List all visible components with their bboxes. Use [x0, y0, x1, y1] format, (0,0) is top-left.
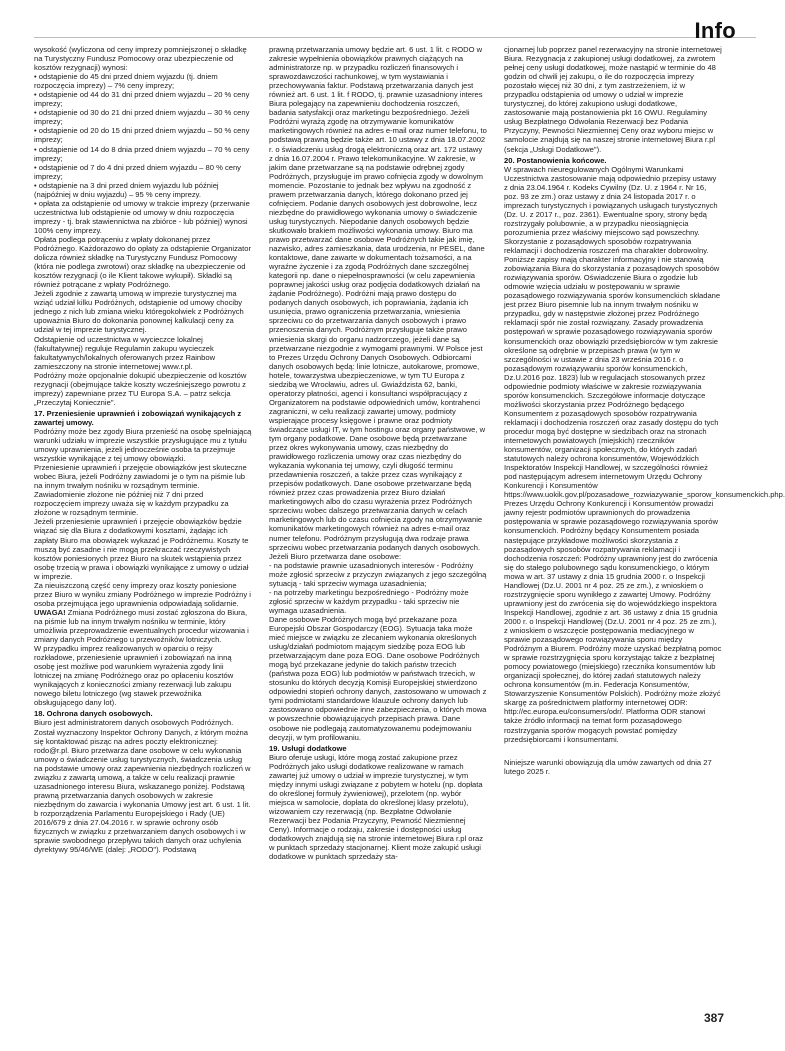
paragraph: Podróżny może opcjonalnie dokupić ubezpieczenie od kosztów rezygnacji (obejmujące także koszty wcześniejszego powrotu z imprezy) zapewniane przez TU Europa S.A. – patrz sekcja „Przeczytaj Koniecznie". [34, 370, 247, 407]
header-rule [34, 37, 756, 38]
paragraph: • odstąpienie od 20 do 15 dni przed dniem wyjazdu – 50 % ceny imprezy; [34, 126, 250, 145]
paragraph: • odstąpienie na 3 dni przed dniem wyjazdu lub później (najpóźniej w dniu wyjazdu) – 95 % ceny imprezy. [34, 180, 219, 199]
paragraph: prawną przetwarzania umowy będzie art. 6 ust. 1 lit. c RODO w zakresie wypełnienia obowiązków prawnych ciążących na administratorze np. w przypadku rozliczeń finansowych i sprawozdawczości rachunkowej, w tym wystawiania i przechowywania faktur. Podstawą przetwarzania danych jest również art. 6 ust. 1 lit. f RODO, tj. prawnie uzasadniony interes Biura polegający na zapewnieniu dochodzenia roszczeń, badania satysfakcji oraz marketingu bezpośredniego. Jeżeli Podróżni wyrażą zgodę na otrzymywanie komunikatów marketingowych również na adres e-mail oraz numer telefonu, to podstawą prawną będzie także art. 10 ustawy z dnia 18.07.2002 r. o świadczeniu usług drogą elektroniczną oraz art. 172 ustawy z dnia 16.07.2004 r. Prawo telekomunikacyjne. W zakresie, w jakim dane przetwarzane są na podstawie odrębnej zgody Podróżnych, przysługuje im prawo cofnięcia zgody w dowolnym momencie. Pozostanie to jednak bez wpływu na zgodność z prawem przetwarzania danych, którego dokonano przed jej cofnięciem. Podanie danych osobowych jest dobrowolne, lecz niezbędne do prawidłowego wykonania umowy o świadczenie usług turystycznych. Niepodanie danych osobowych będzie skutkowało brakiem możliwości wykonania umowy. Biuro ma prawo przetwarzać dane osobowe Podróżnych takie jak imię, nazwisko, adres zamieszkania, data urodzenia, nr PESEL, dane kontaktowe, dane zawarte w dokumentach tożsamości, a na wyraźne życzenie i za zgodą Podróżnych dane szczególnej kategorii np. dane o niepełnosprawności (w celu zapewnienia poprawnej jakości usług oraz podjęcia dodatkowych działań na żądanie Podróżnego). Podróżni mają prawo dostępu do podanych danych osobowych, ich poprawiania, żądania ich usunięcia, prawo ograniczenia przetwarzania, wniesienia sprzeciwu co do przetwarzania danych osobowych i prawo przenoszenia danych. Podróżnym przysługuje także prawo wniesienia skargi do organu nadzorczego, jeżeli dane są przetwarzane niezgodnie z wymogami prawnymi. W Polsce jest to Prezes Urzędu Ochrony Danych Osobowych. Odbiorcami danych osobowych będą: linie lotnicze, autokarowe, promowe, hotele, towarzystwa ubezpieczeniowe, w tym TU Europa z siedzibą we Wrocławiu, adres ul. Gwiaździsta 62, banki, operatorzy płatności, agenci i konsultanci współpracujący z Organizatorem na podstawie odpowiednich umów, kontrahenci zagraniczni, w celu realizacji zawartej umowy, podmioty wspierające procesy księgowe i prawne oraz podmioty świadczące usługi IT, w tym hostingu oraz organy państwowe, w tym organy podatkowe. Dane osobowe będą przetwarzane przez okres wykonywania umowy, czas niezbędny do prawidłowego rozliczenia umowy oraz czas niezbędny do wykazania wykonania tej umowy, czyli długość terminu przedawnienia roszczeń, a także przez czas wynikający z przepisów podatkowych. Dane osobowe przetwarzane będą również przez czas prowadzenia przez Biuro działań marketingowych albo do czasu wyrażenia przez Podróżnych sprzeciwu wobec dalszego przetwarzania danych w celach marketingowych lub do czasu cofnięcia zgody na otrzymywanie komunikatów marketingowych również na adres e-mail oraz numer telefonu. Podróżnym przysługują dwa rodzaje prawa sprzeciwu wobec przetwarzania podanych danych osobowych. Jeżeli Biuro przetwarza dane osobowe: [269, 45, 487, 561]
section-heading: 17. Przeniesienie uprawnień i zobowiązań wynikających z zawartej umowy. [34, 408, 242, 427]
paragraph: W sprawach nieuregulowanych Ogólnymi Warunkami Uczestnictwa zastosowanie mają odpowiednio przepisy ustawy z dnia 23.04.1964 r. Kodeks Cywilny (Dz. U. z 1964 r. Nr 16, poz. 93 ze zm.) oraz ustawy z dnia 24 listopada 2017 r. o imprezach turystycznych i powiązanych usługach turystycznych (Dz. U. z 2017 r., poz. 2361). Ewentualne spory, strony będą rozstrzygały polubownie, a w przypadku nieosiągnięcia porozumienia przez właściwy miejscowo sąd powszechny. Skorzystanie z pozasądowych sposobów rozpatrywania reklamacji i dochodzenia roszczeń ma charakter dobrowolny. Poniższe zapisy mają charakter informacyjny i nie stanowią zobowiązania Biura do skorzystania z pozasądowych sposobów rozwiązywania sporów. Oświadczenie Biura o zgodzie lub odmowie wzięcia udziału w postępowaniu w sprawie pozasądowego rozwiązywania sporów konsumenckich składane jest przez Biuro pisemnie lub na innym trwałym nośniku w przypadku, gdy w następstwie złożonej przez Podróżnego reklamacji spór nie został rozwiązany. Zasady prowadzenia postępowań w sprawie pozasądowego rozwiązywania sporów konsumenckich oraz obowiązki przedsiębiorców w tym zakresie określone są odrębnie w przepisach prawa (w tym w szczególności w ustawie z dnia 23 września 2016 r. o pozasądowym rozwiązywaniu sporów konsumenckich, Dz.U.2016 poz. 1823) lub w regulacjach stosowanych przez odpowiednie podmioty właściwe w zakresie rozwiązywania sporów konsumenckich. Szczegółowe informacje dotyczące możliwości skorzystania przez Podróżnego będącego Konsumentem z pozasądowych sposobów rozpatrywania reklamacji i dochodzenia roszczeń oraz zasady dostępu do tych procedur mogą być dostępne w siedzibach oraz na stronach internetowych powiatowych (miejskich) rzeczników konsumentów, organizacji społecznych, do których zadań statutowych należy ochrona konsumentów, Wojewódzkich Inspektoratów Inspekcji Handlowej, w szczególności również pod następującym adresem internetowym Urzędu Ochrony Konkurencji i Konsumentów https://www.uokik.gov.pl/pozasadowe_rozwiazywanie_sporow_konsumenckich.php. Prezes Urzędu Ochrony Konkurencji i Konsumentów prowadzi jawny rejestr podmiotów uprawnionych do prowadzenia postępowania w sprawie pozasądowego rozwiązywania sporów konsumenckich. Podróżny będący Konsumentem posiada następujące przykładowe możliwości skorzystania z pozasądowych sposobów rozpatrywania reklamacji i dochodzenia roszczeń: Podróżny uprawniony jest do zwrócenia się do stałego polubownego sądu konsumenckiego, o którym mowa w art. 37 ustawy z dnia 15 grudnia 2000 r. o Inspekcji Handlowej (Dz.U. 2001 nr 4 poz. 25 ze zm.), z wnioskiem o rozstrzygnięcie sporu wynikłego z zawartej Umowy. Podróżny uprawniony jest do zwrócenia się do wojewódzkiego inspektora Inspekcji Handlowej, zgodnie z art. 36 ustawy z dnia 15 grudnia 2000 r. o Inspekcji Handlowej (Dz.U. 2001 nr 4 poz. 25 ze zm.), z wnioskiem o wszczęcie postępowania mediacyjnego w sprawie pozasądowego rozwiązywania sporu między Podróżnym a Biurem. Podróżny może uzyskać bezpłatną pomoc w sprawie rozstrzygnięcia sporu korzystając także z bezpłatnej pomocy powiatowego (miejskiego) rzecznika konsumentów lub organizacji społecznej, do której zadań statutowych należy ochrona konsumentów (m.in. Federacja Konsumentów, Stowarzyszenie Konsumentów Polskich). Podróżny może złożyć skargę za pośrednictwem platformy internetowej ODR: http://ec.europa.eu/consumers/odr/. Platforma ODR stanowi także źródło informacji na temat form pozasądowego rozstrzygania sporów mogących powstać pomiędzy przedsiębiorcami i konsumentami. [504, 164, 785, 744]
text-column-1 [34, 45, 252, 1020]
warning-label: UWAGA! [34, 607, 66, 617]
text-column-3 [504, 45, 785, 1020]
paragraph: • odstąpienie od 44 do 31 dni przed dniem wyjazdu – 20 % ceny imprezy; [34, 90, 250, 109]
paragraph: Jeżeli zgodnie z zawartą umową w imprezie turystycznej ma wziąć udział kilku Podróżnych, odstąpienie od umowy chociby jednego z nich lub zmiana wieku któregokolwiek z Podróżnych upoważnia Biuro do dokonania ponownej kalkulacji ceny za udział w tej imprezie turystycznej. [34, 289, 244, 335]
text-column-2 [269, 45, 487, 1020]
paragraph: Podróżny może bez zgody Biura przenieść na osobę spełniającą warunki udziału w imprezie wszystkie przysługujące mu z tytułu umowy uprawnienia, jeżeli jednocześnie osoba ta przejmuje wszystkie wynikające z tej umowy obowiązki. [34, 426, 252, 464]
document-body [34, 45, 785, 1020]
section-heading: 18. Ochrona danych osobowych. [34, 709, 153, 719]
paragraph: W przypadku imprez realizowanych w oparciu o rejsy rozkładowe, przeniesienie uprawnień i zobowiązań na inną osobę jest możliwe pod warunkiem wyrażenia zgody linii lotniczej na zmianę Podróżnego oraz po opłaceniu kosztów wynikających z konieczności zmiany rezerwacji lub zakupu nowego biletu lotniczego (wg stawek przewoźnika obsługującego dany lot). [34, 644, 234, 708]
paragraph: • opłata za odstąpienie od umowy w trakcie imprezy (przerwanie uczestnictwa lub odstąpienie od umowy w dniu rozpoczęcia imprezy - tj. brak stawiennictwa na zbiórce - lub później) wynosi 100% ceny imprezy. [34, 198, 250, 235]
paragraph: • odstąpienie do 45 dni przed dniem wyjazdu (tj. dniem rozpoczęcia imprezy) – 7% ceny imprezy; [34, 72, 218, 91]
paragraph: Opłata podlega potrąceniu z wpłaty dokonanej przez Podróżnego. Każdorazowo do opłaty za odstąpienie Organizator dolicza również składkę na Turystyczny Fundusz Pomocowy (która nie podlega zwrotowi) oraz składkę na ubezpieczenie od kosztów rezygnacji (o ile Klient takowe wykupił). Składki są również potrącane z wpłaty Podróżnego. [34, 234, 251, 290]
paragraph: • odstąpienie od 30 do 21 dni przed dniem wyjazdu – 30 % ceny imprezy; [34, 108, 250, 127]
paragraph: Biuro oferuje usługi, które mogą zostać zakupione przez Podróżnych jako usługi dodatkowe realizowane w ramach zawartej już umowy o udział w imprezie turystycznej, w tym między innymi usługi związane z pobytem w hotelu (np. dopłata do określonej formuły żywieniowej), przelotem (np. wybór miejsca w samolocie, dopłata do określonej klasy przelotu), wizowaniem czy rezerwacją (np. Bezpłatne Odwołanie Rezerwacji bez Podania Przyczyny, Pewność Niezmiennej Ceny). Informacje o rodzaju, zakresie i dostępności usług dodatkowych znajdują się na stronie internetowej Biura r.pl oraz w punktach sprzedaży stacjonarnej. Klient może zakupić usługi dodatkowe w punktach sprzedaży sta- [269, 752, 484, 862]
paragraph: • odstąpienie od 14 do 8 dnia przed dniem wyjazdu – 70 % ceny imprezy; [34, 144, 250, 163]
paragraph: Dane osobowe Podróżnych mogą być przekazane poza Europejski Obszar Gospodarczy (EOG). Sytuacja taka może mieć miejsce w związku ze zlecaniem wykonania określonych usług/działań podmiotom mającym siedzibę poza EOG lub przetwarzającym dane poza EOG. Dane osobowe Podróżnych mogą być przekazane jedynie do takich państw trzecich (państwa poza EOG) lub podmiotów w państwach trzecich, w stosunku do których decyzją Komisji Europejskiej stwierdzono odpowiedni stopień ochrony danych, zastosowano w umowach z tymi podmiotami standardowe klauzule ochrony danych lub zastosowano odpowiednie inne zabezpieczenia, o których mowa w powszechnie obowiązujących przepisach prawa. Dane osobowe nie podlegają zautomatyzowanemu podejmowaniu decyzji, w tym profilowaniu. [269, 614, 487, 742]
paragraph: Przeniesienie uprawnień i przejęcie obowiązków jest skuteczne wobec Biura, jeżeli Podróżny zawiadomi je o tym na piśmie lub na innym trwałym nośniku w rozsądnym terminie. Zawiadomienie złożone nie później niż 7 dni przed rozpoczęciem imprezy uważa się w każdym przypadku za złożone w rozsądnym terminie. [34, 463, 247, 518]
section-heading: 19. Usługi dodatkowe [269, 743, 347, 753]
paragraph: Odstąpienie od uczestnictwa w wycieczce lokalnej (fakultatywnej) reguluje Regulamin zakupu wycieczek fakultatywnych/lokalnych oferowanych przez Rainbow zamieszczony na stronie internetowej www.r.pl. [34, 334, 216, 371]
section-heading: 20. Postanowienia końcowe. [504, 155, 607, 165]
paragraph: • odstąpienie od 7 do 4 dni przed dniem wyjazdu – 80 % ceny imprezy; [34, 162, 241, 181]
paragraph: UWAGA! Zmiana Podróżnego musi zostać zgłoszona do Biura, na piśmie lub na innym trwałym nośniku w terminie, który umożliwia przeprowadzenie ewentualnych procedur wizowania i zmiany danych Podróżnego u przewoźników lotniczych. [34, 607, 249, 645]
paragraph: Za nieuiszczoną część ceny imprezy oraz koszty poniesione przez Biuro w wyniku zmiany Podróżnego w imprezie Podróżny i osoba przejmująca jego uprawnienia odpowiadają solidarnie. [34, 580, 251, 608]
paragraph: - na potrzeby marketingu bezpośredniego - Podróżny może zgłosić sprzeciw w każdym przypadku - taki sprzeciw nie wymaga uzasadnienia. [269, 587, 469, 615]
paragraph: Jeżeli przeniesienie uprawnień i przejęcie obowiązków będzie wiązać się dla Biura z dodatkowymi kosztami, żądając ich zapłaty Biuro ma obowiązek wykazać je Podróżnemu. Koszty te muszą być zasadne i nie mogą przekraczać rzeczywistych kosztów poniesionych przez Biuro na skutek wstąpienia przez osobę trzecią w prawa i obowiązki wynikające z umowy o udział w imprezie. [34, 517, 249, 581]
paragraph: cjonarnej lub poprzez panel rezerwacyjny na stronie internetowej Biura. Rezygnacja z zakupionej usługi dodatkowej, za zwrotem pełnej ceny usługi dodatkowej, może nastąpić w terminie do 48 godzin od chwili jej zakupu, o ile do rozpoczęcia imprezy pozostało więcej niż 30 dni, z tym zastrzeżeniem, iż w przypadku odstąpienia od umowy o udział w imprezie turystycznej, do której zakupiono usługi dodatkowe, zastosowanie mają postanowienia pkt 16 OWU. Regulaminy usług Bezpłatnego Odwołania Rezerwacji bez Podania Przyczyny, Pewności Niezmiennej Ceny oraz wyboru miejsc w samolocie znajdują się na naszej stronie internetowej Biura r.pl (sekcja „Usługi Dodatkowe"). [504, 45, 722, 154]
paragraph: wysokość (wyliczona od ceny imprezy pomniejszonej o składkę na Turystyczny Fundusz Pomocowy oraz ubezpieczenie od kosztów rezygnacji) wynosi: [34, 45, 247, 73]
paragraph: - na podstawie prawnie uzasadnionych interesów - Podróżny może zgłosić sprzeciw z przyczyn związanych z jego szczególną sytuacją - taki sprzeciw wymaga uzasadnienia; [269, 560, 487, 588]
paragraph: Niniejsze warunki obowiązują dla umów zawartych od dnia 27 lutego 2025 r. [504, 757, 712, 776]
page-number: 387 [703, 1011, 724, 1025]
paragraph: Biuro jest administratorem danych osobowych Podróżnych. Został wyznaczony Inspektor Ochrony Danych, z którym można się kontaktować pisząc na adres poczty elektronicznej: rodo@r.pl. Biuro przetwarza dane osobowe w celu wykonania umowy o świadczenie usług turystycznych, świadczenia usług na podstawie umowy oraz zapewnienia niezbędnych rozliczeń w związku z zawartą umową, a także w celu realizacji prawnie uzasadnionego interesu Biura, wskazanego poniżej. Podstawą prawną przetwarzania danych osobowych w zakresie niezbędnym do zawarcia i wykonania Umowy jest art. 6 ust. 1 lit. b rozporządzenia Parlamentu Europejskiego i Rady (UE) 2016/679 z dnia 27.04.2016 r. w sprawie ochrony osób fizycznych w związku z przetwarzaniem danych osobowych i w sprawie swobodnego przepływu takich danych oraz uchylenia dyrektywy 95/46/WE (dalej: „RODO"). Podstawą [34, 718, 251, 855]
section-title: Info [694, 18, 736, 43]
